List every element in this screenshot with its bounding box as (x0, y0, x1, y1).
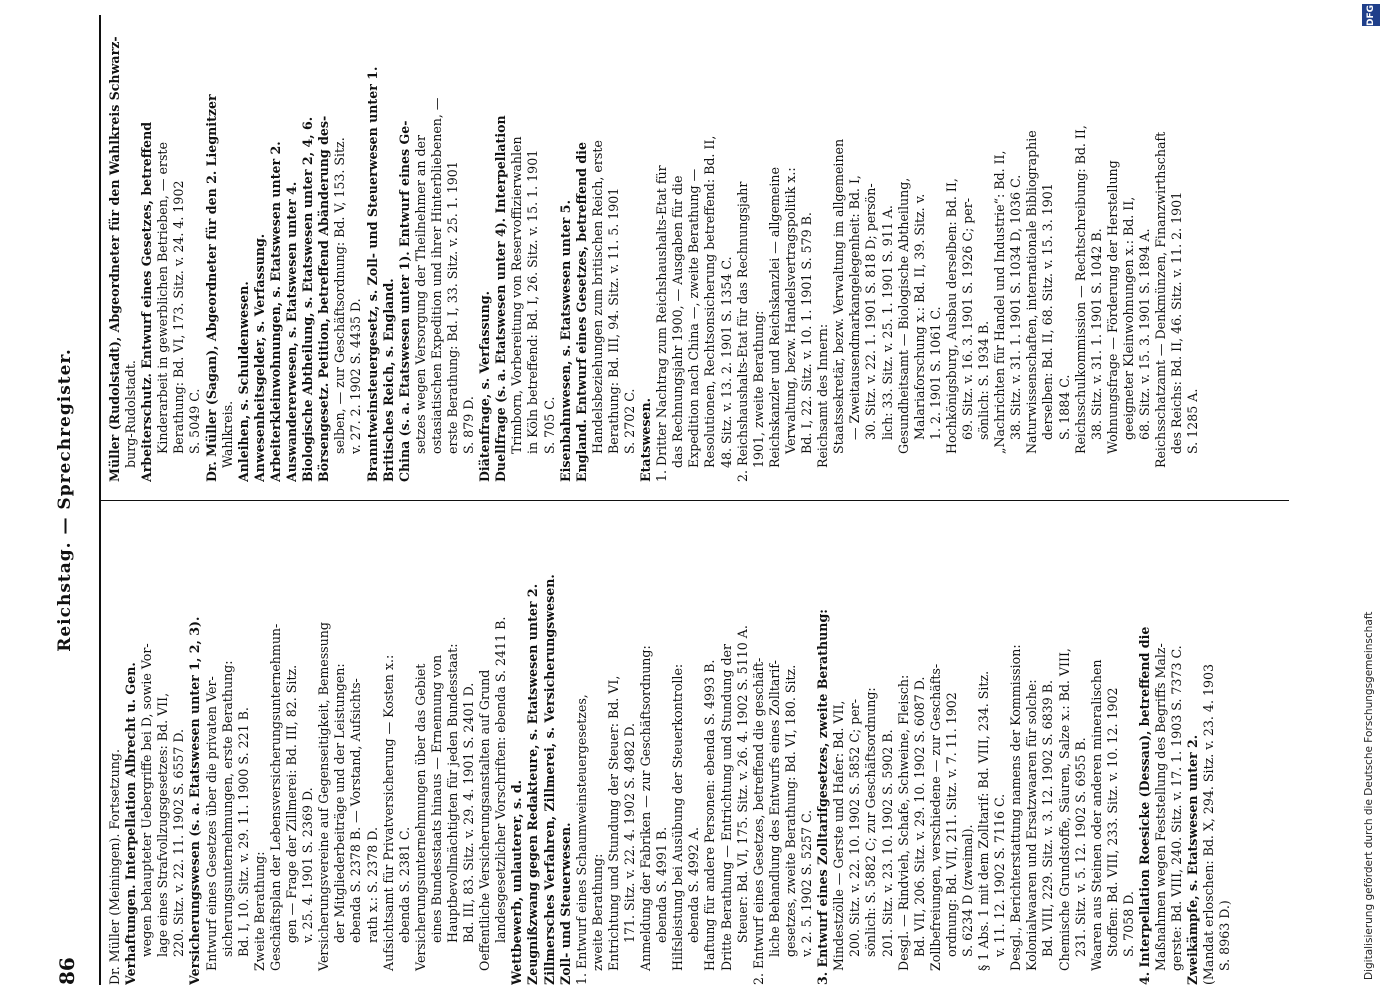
right-line: erste Berathung: Bd. I, 33. Sitz. v. 25. 1. 1901 (444, 161, 460, 454)
right-line: Gesundheitsamt — Biologische Abtheilung, (895, 177, 911, 454)
right-line: Resolutionen, Rechtsonsicherung betreffend: Bd. II, (702, 135, 718, 468)
left-line: sicherungsunternehmungen, erste Berathung: (219, 660, 235, 957)
left-line: Hilfsleistung bei Ausübung der Steuerkontrolle: (670, 663, 686, 971)
left-line: Bd. VIII, 229. Sitz. v. 3. 12. 1902 S. 6839 B. (1040, 680, 1056, 957)
right-line: Reichsamt des Innern: (815, 323, 831, 468)
right-line: 68. Sitz. v. 15. 3. 1901 S. 1894 A. (1137, 228, 1152, 440)
right-line: Auswandererwesen, s. Etatswesen unter 4. (284, 181, 300, 482)
left-line: Kolonialwaaren und Ersatzwaaren für solche: (1024, 679, 1040, 971)
right-line: Arbeiterschutz. Entwurf eines Gesetzes, betreffend (139, 121, 155, 482)
left-line: ebenda S. 4991 B. (654, 826, 670, 943)
right-line: England. Entwurf eines Gesetzes, betreffend die (573, 142, 589, 482)
right-line: geeigneter Kleinwohnungen x.: Bd. II, (1120, 196, 1136, 440)
running-title: Reichstag. — Sprechregister. (55, 348, 75, 652)
right-line: lich: 33. Sitz. v. 25. 1. 1901 S. 911 A. (879, 205, 895, 440)
left-line: Zillmersches Verfahren, Zillmerei, s. Versicherungswesen. (541, 574, 557, 985)
left-line: 231. Sitz. v. 5. 12. 1902 S. 6955 B. (1072, 737, 1088, 957)
right-line: setzes wegen Versorgung der Theilnehmer an der (412, 134, 428, 454)
left-line: gerste: Bd. VIII, 240. Sitz. v. 17. 1. 1903 S. 7373 C. (1169, 645, 1185, 971)
right-line: 69. Sitz. v. 16. 3. 1901 S. 1926 C; per- (959, 197, 975, 440)
left-line: ordnung: Bd. VII, 211. Sitz. v. 7. 11. 1902 (943, 692, 959, 957)
left-line: landesgesetzlicher Vorschriften: ebenda S. 2411 B. (493, 616, 509, 943)
left-line: Zoll- und Steuerwesen. (557, 822, 573, 985)
right-line: Trimborn, Vorbereitung von Reservoffizierwahlen (509, 136, 525, 454)
left-line: Entrichtung und Stundung der Steuer: Bd. VI, (605, 675, 621, 971)
left-line: Versicherungsvereine auf Gegenseitigkeit, Bemessung (316, 622, 332, 971)
right-line: Duellfrage (s. a. Etatswesen unter 4). Interpellation (493, 115, 509, 482)
right-line: Handelsbeziehungen zum britischen Reich, erste (589, 140, 605, 454)
left-line: eines Bundesstaats hinaus — Ernennung von (428, 654, 444, 943)
right-line: Eisenbahnwesen, s. Etatswesen unter 5. (557, 200, 573, 482)
right-line: S. 705 C. (541, 396, 557, 454)
left-line: 200. Sitz. v. 22. 10. 1902 S. 5852 C; per- (847, 698, 863, 957)
left-line: sönlich: S. 5882 C; zur Geschäftsordnung: (863, 687, 879, 957)
left-line: gen — Frage der Zillmerei: Bd. III, 82. Sitz. (284, 664, 300, 943)
left-line: Haftung für andere Personen: ebenda S. 4993 B. (702, 659, 718, 971)
right-line: Wohnungsfrage — Förderung der Herstellung (1104, 160, 1120, 454)
left-line: (Mandat erloschen: Bd. X, 294. Sitz. v. 23. 4. 1903 (1201, 663, 1217, 985)
left-line: Bd. VII, 206. Sitz. v. 29. 10. 1902 S. 6087 D. (911, 676, 927, 957)
right-line: 2. Reichshaushalts-Etat für das Rechnungsjahr (734, 181, 750, 482)
right-line: Müller (Rudolstadt), Abgeordneter für den Wahlkreis Schwarz- (107, 36, 122, 482)
left-line: Maßnahmen wegen Feststellung des Begriffs Malz- (1153, 643, 1169, 971)
left-line: 201. Sitz. v. 23. 10. 1902 S. 5902 B. (879, 729, 895, 957)
right-line: 1. 2. 1901 S. 1061 C. (927, 306, 943, 440)
right-line: S. 1884 C. (1056, 374, 1072, 440)
right-line: Biologische Abtheilung, s. Etatswesen unter 2, 4, 6. (300, 116, 316, 482)
left-line: gesetzes, zweite Berathung: Bd. VI, 180. Sitz. (782, 664, 798, 957)
left-line: Versicherungswesen (s. a. Etatswesen unter 1, 2, 3). (187, 616, 203, 985)
left-line: Versicherungsunternehmungen über das Gebiet (412, 663, 428, 971)
right-line: S. 5049 C. (187, 388, 203, 454)
left-line: rath x.: S. 2378 D. (364, 827, 380, 943)
left-line: v. 25. 4. 1901 S. 2369 D. (300, 787, 316, 943)
right-line: Dr. Müller (Sagan), Abgeordneter für den 2. Liegnitzer (203, 94, 219, 482)
left-line: Verhaftungen. Interpellation Albrecht u. Gen. (123, 662, 139, 985)
left-line: v. 2. 5. 1902 S. 5257 C. (799, 809, 815, 957)
running-header (55, 15, 95, 985)
right-line: S. 2702 C. (622, 388, 637, 454)
right-line: 30. Sitz. v. 22. 1. 1901 S. 818 D; persön- (863, 183, 879, 440)
left-line: Dr. Müller (Meiningen). Fortsetzung. (107, 749, 122, 985)
left-line: ebenda S. 2378 B. — Vorstand, Aufsichts- (348, 678, 364, 943)
right-line: Etatswesen. (638, 398, 654, 482)
right-line: Reichsschatzamt — Denkmünzen, Finanzwirthschaft (1153, 131, 1169, 468)
left-line: 171. Sitz. v. 22. 4. 1902 S. 4982 D. (622, 722, 637, 943)
right-line: Naturwissenschaften, internationale Bibliographie (1024, 130, 1040, 454)
right-line: Arbeiterkleinwohnungen, s. Etatswesen unter 2. (267, 141, 283, 482)
right-line: ostasiatischen Expedition und ihrer Hinterbliebenen, — (428, 97, 444, 454)
left-line: Aufsichtsamt für Privatversicherung — Kosten x.: (380, 654, 396, 971)
right-line: 1901, zweite Berathung: (750, 310, 766, 468)
right-line: Diätenfrage, s. Verfassung. (477, 290, 493, 482)
right-line: Anleihen, s. Schuldenwesen. (235, 281, 251, 482)
right-line: Reichskanzler und Reichskanzlei — allgemeine (766, 167, 782, 468)
left-line: Zollbefreiungen, verschiedene — zur Geschäfts- (927, 663, 943, 971)
right-line: 48. Sitz. v. 13. 2. 1901 S. 1354 C. (718, 256, 734, 468)
left-line: zweite Berathung: (589, 853, 605, 971)
right-column (107, 27, 1287, 482)
left-line: Desgl. — Rindvieh, Schafe, Schweine, Fleisch: (895, 674, 911, 971)
digitization-credit: Digitalisierung gefördert durch die Deutsche Forschungsgemeinschaft (1363, 611, 1375, 980)
left-line: Bd. III, 83. Sitz. v. 29. 4. 1901 S. 2401 D. (461, 682, 477, 943)
left-line: S. 8963 D.) (1217, 900, 1233, 971)
right-line: Hochkönigsburg, Ausbau derselben: Bd. II, (943, 178, 959, 454)
right-line: Bd. I, 22. Sitz. v. 10. 1. 1901 S. 579 B. (799, 212, 815, 454)
left-line: v. 11. 12. 1902 S. 7116 C. (992, 793, 1008, 957)
right-line: des Reichs: Bd. II, 46. Sitz. v. 11. 2. 1901 (1169, 191, 1185, 454)
right-line: Verwaltung, bezw. Handelsvertragspolitik x.: (782, 167, 798, 454)
left-line: der Mitgliederbeiträge und der Leistungen: (332, 663, 348, 943)
right-line: Reichsschulkommission — Rechtschreibung: Bd. II, (1072, 125, 1088, 454)
right-line: S. 879 D. (461, 396, 477, 454)
right-line: — Zweitausendmarkangelegenheit: Bd. I, (847, 175, 863, 440)
left-line: Hauptbevollmächtigten für jeden Bundesstaat: (444, 643, 460, 943)
page-number: 86 (55, 957, 79, 985)
left-line: Zeugnißzwang gegen Redakteure, s. Etatswesen unter 2. (525, 583, 541, 985)
left-line: Mindestzölle — Gerste und Hafer: Bd. VII, (831, 700, 847, 971)
scanned-page (47, 15, 1297, 985)
left-line: Oeffentliche Versicherungsanstalten auf Grund (477, 669, 493, 971)
right-line: 1. Dritter Nachtrag zum Reichshaushalts-Etat für (654, 165, 670, 482)
left-line: Stoffen: Bd. VIII, 233. Sitz. v. 10. 12. 1902 (1104, 687, 1120, 957)
right-line: 38. Sitz. v. 31. 1. 1901 S. 1034 D, 1036 C. (1008, 174, 1024, 440)
right-line: Kinderarbeit in gewerblichen Betrieben, — erste (155, 142, 171, 454)
left-line: Desgl., Berichterstattung namens der Kommission: (1008, 644, 1024, 971)
right-line: Staatssekretär, bezw. Verwaltung im allgemeinen (831, 138, 847, 454)
left-line: § 1 Abs. 1 mit dem Zolltarif: Bd. VIII, 234. Sitz. (976, 670, 992, 971)
left-line: liche Behandlung des Entwurfs eines Zolltarif- (766, 660, 782, 957)
left-line: lage eines Strafvollzugsgesetzes: Bd. VII, (155, 692, 171, 957)
right-line: in Köln betreffend: Bd. I, 26. Sitz. v. 15. 1. 1901 (525, 149, 541, 454)
left-line: Steuer: Bd. VI, 175. Sitz. v. 26. 4. 1902 S. 5110 A. (734, 625, 750, 943)
left-line: Wettbewerb, unlauterer, s. d. (509, 779, 525, 985)
right-line: sönlich: S. 1934 B. (976, 320, 992, 440)
left-line: Chemische Grundstoffe, Säuren, Salze x.: Bd. VIII, (1056, 648, 1072, 971)
left-line: 3. Entwurf eines Zolltarifgesetzes, zweite Berathung: (815, 609, 831, 985)
right-line: Berathung: Bd. VI, 173. Sitz. v. 24. 4. 1902 (171, 180, 187, 454)
right-line: China (s. a. Etatswesen unter 1). Entwurf eines Ge- (396, 120, 412, 482)
right-line: Expedition nach China —, zweite Berathung — (686, 168, 702, 468)
left-line: Zweikämpfe, s. Etatswesen unter 2. (1185, 734, 1201, 985)
right-line: S. 1285 A. (1185, 388, 1201, 454)
right-line: Berathung: Bd. III, 94. Sitz. v. 11. 5. 1901 (605, 187, 621, 454)
left-line: Anmeldung der Fabriken — zur Geschäftsordnung: (638, 645, 654, 971)
left-line: 2. Entwurf eines Gesetzes, betreffend die geschäft- (750, 657, 766, 985)
left-line: wegen behaupteter Uebergriffe bei D, sowie Vor- (139, 643, 155, 957)
left-line: S. 6234 D (zweimal). (959, 824, 975, 957)
left-line: Dritte Berathung — Entrichtung und Stundung der (718, 643, 734, 971)
left-line: Zweite Berathung: (251, 851, 267, 971)
right-line: Anwesenheitsgelder, s. Verfassung. (251, 233, 267, 482)
left-line: S. 7058 D. (1120, 891, 1136, 957)
left-line: 220. Sitz. v. 22. 11. 1902 S. 6557 D. (171, 728, 187, 957)
right-line: burg-Rudolstadt. (123, 360, 139, 468)
right-line: Börsengesetz. Petition, betreffend Abänderung des- (316, 115, 332, 482)
right-line: 38. Sitz. v. 31. 1. 1901 S. 1042 B. (1088, 228, 1104, 440)
left-line: ebenda S. 2381 C. (396, 826, 412, 943)
right-line: Malariaforschung x.: Bd. II, 39. Sitz. v. (911, 193, 927, 440)
left-line: Geschäftsplan der Lebensversicherungsunternehmun- (267, 623, 283, 971)
left-column (107, 530, 1287, 985)
left-line: Bd. I, 10. Sitz. v. 29. 11. 1900 S. 221 B. (235, 707, 251, 957)
right-line: Branntweinsteuergesetz, s. Zoll- und Steuerwesen unter 1. (364, 66, 380, 482)
column-divider (99, 500, 1289, 501)
left-line: Entwurf eines Gesetzes über die privaten Ver- (203, 676, 219, 971)
right-line: das Rechnungsjahr 1900, — Ausgaben für die (670, 175, 686, 468)
left-line: 1. Entwurf eines Schaumweinsteuergesetzes, (573, 694, 589, 985)
right-line: v. 27. 2. 1902 S. 4435 D. (348, 298, 364, 454)
right-line: Britisches Reich, s. England. (380, 278, 396, 482)
left-line: Waaren aus Steinen oder anderen mineralischen (1088, 659, 1104, 971)
left-line: ebenda S. 4992 A. (686, 827, 702, 943)
right-line: Wahlkreis. (219, 400, 235, 468)
right-line: derselben: Bd. II, 68. Sitz. v. 15. 3. 1901 (1040, 183, 1056, 440)
right-line: selben, — zur Geschäftsordnung: Bd. V, 153. Sitz. (332, 137, 348, 454)
right-line: „Nachrichten für Handel und Industrie“: Bd. II, (992, 150, 1008, 454)
left-line: 4. Interpellation Roesicke (Dessau), betreffend die (1137, 626, 1152, 985)
dfg-logo: DFG (1362, 4, 1380, 26)
